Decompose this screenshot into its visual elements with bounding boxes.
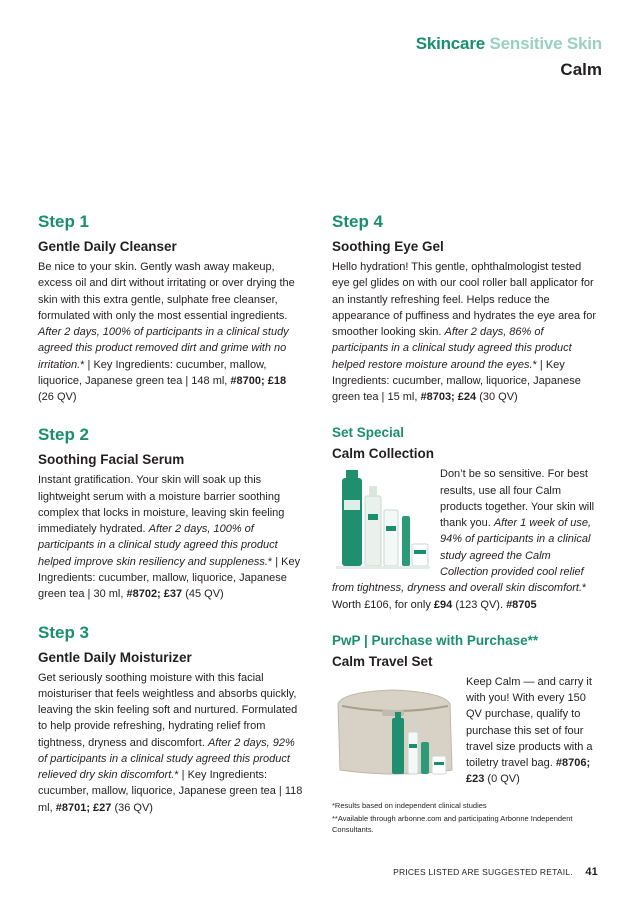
clinical-claim: After 2 days, 100% of participants in a clinical study agreed this product helped improve skin resiliency and suppleness. bbox=[38, 523, 278, 568]
step-2-block bbox=[38, 425, 303, 602]
right-column bbox=[332, 212, 597, 856]
calm-collection-products-image bbox=[332, 466, 434, 576]
calm-travel-set-title: Calm Travel Set bbox=[332, 653, 433, 669]
subcategory-label: Sensitive Skin bbox=[489, 34, 602, 53]
clinical-claim: After 2 days, 92% of participants in a clinical study agreed this product relieved dry skin discomfort. bbox=[38, 736, 295, 782]
code-price: #8703; £24 bbox=[420, 391, 477, 404]
code-price: #8700; £18 bbox=[230, 374, 287, 387]
step-1-description bbox=[38, 259, 303, 405]
qv-value: (0 QV) bbox=[484, 773, 520, 786]
page-header bbox=[416, 34, 602, 80]
pwp-block bbox=[332, 633, 597, 836]
desc-text: Keep Calm — and carry it with you! With every 150 QV purchase, qualify to purchase this set of four travel size products with a toiletry travel bag. bbox=[466, 675, 593, 770]
qv-value: (36 QV) bbox=[111, 801, 153, 814]
step-4-heading: Step 4 bbox=[332, 212, 384, 231]
qv-value: (30 QV) bbox=[476, 391, 518, 404]
step-3-description bbox=[38, 670, 303, 816]
calm-collection-title: Calm Collection bbox=[332, 446, 435, 462]
desc-text: Instant gratification. Your skin will soak up this lightweight serum with a moisture barrier soothing complex that locks in moisture, leaving skin feeling immediately hydrated. bbox=[38, 474, 285, 536]
footnote-clinical: *Results based on independent clinical studies bbox=[332, 800, 487, 810]
calm-travel-set-image bbox=[332, 674, 460, 786]
clinical-claim: After 1 week of use, 94% of participants in a clinical study agreed the Calm Collection provided cool relief from tightness, dryness and overall skin discomfort. bbox=[332, 517, 592, 595]
step-2-description bbox=[38, 472, 303, 602]
page-number: 41 bbox=[585, 866, 598, 878]
step-2-product-name: Soothing Facial Serum bbox=[38, 452, 185, 468]
step-1-block bbox=[38, 212, 303, 405]
ingredients-text: * | Key Ingredients: cucumber, mallow, liquorice, Japanese green tea | 15 ml, bbox=[332, 358, 581, 404]
set-special-label: Set Special bbox=[332, 425, 405, 441]
step-2-heading: Step 2 bbox=[38, 425, 90, 445]
footnote-availability: **Available through arbonne.com and participating Arbonne Independent Consultants. bbox=[332, 814, 573, 835]
qv-value: (26 QV) bbox=[38, 391, 77, 404]
code-price: #8706; £23 bbox=[466, 757, 591, 786]
clinical-claim: After 2 days, 86% of participants in a clinical study agreed this product helped restore moisture around the eyes. bbox=[332, 326, 572, 371]
desc-text: Don’t be so sensitive. For best results, use all four Calm products together. Your skin will thank you. bbox=[440, 468, 595, 530]
qv-value: (123 QV). bbox=[452, 598, 507, 611]
category-label: Skincare bbox=[415, 34, 485, 53]
desc-text: Be nice to your skin. Gently wash away makeup, excess oil and dirt without irritating or over drying the skin with this extra gentle, sulphate free cleanser, formulated with only the most essential ingredients. bbox=[38, 261, 295, 322]
step-1-heading: Step 1 bbox=[38, 212, 90, 231]
set-price: £94 bbox=[433, 598, 453, 611]
left-column bbox=[38, 212, 303, 836]
code-price: #8702; £37 bbox=[126, 588, 183, 601]
worth-text: * Worth £106, for only bbox=[332, 582, 587, 611]
footnotes bbox=[332, 800, 597, 836]
page-footer bbox=[393, 866, 598, 878]
ingredients-text: * | Key Ingredients: cucumber, mallow, liquorice, Japanese green tea | 30 ml, bbox=[38, 555, 301, 601]
step-3-block bbox=[38, 623, 303, 816]
qv-value: (45 QV) bbox=[182, 588, 224, 601]
clinical-claim: After 2 days, 100% of participants in a clinical study agreed this product removed dirt and grime with no irritation. bbox=[38, 326, 289, 371]
pwp-label: PwP | Purchase with Purchase** bbox=[332, 632, 539, 648]
step-4-block bbox=[332, 212, 597, 405]
step-3-product-name: Gentle Daily Moisturizer bbox=[38, 649, 192, 665]
desc-text: Get seriously soothing moisture with this facial moisturiser that feels weightless and absorbs quickly, leaving the skin feeling soft and nurtured. Formulated to help provide refreshing, hydrating relief from tightness, dryness and discomfort. bbox=[38, 671, 298, 749]
step-4-product-name: Soothing Eye Gel bbox=[332, 239, 444, 254]
set-special-block bbox=[332, 425, 597, 612]
code-price: #8701; £27 bbox=[55, 801, 112, 814]
step-4-description bbox=[332, 259, 597, 405]
prices-note: PRICES LISTED ARE SUGGESTED RETAIL. bbox=[393, 867, 573, 877]
ingredients-text: * | Key Ingredients: cucumber, mallow, liquorice, Japanese green tea | 148 ml, bbox=[38, 358, 267, 387]
desc-text: Hello hydration! This gentle, ophthalmologist tested eye gel glides on with our cool roller ball applicator for an instantly refreshing feel. Helps reduce the appearance of puffiness and hydrates the eye area for smoother looking skin. bbox=[332, 261, 596, 339]
ingredients-text: * | Key Ingredients: cucumber, mallow, liquorice, Japanese green tea | 118 ml, bbox=[38, 769, 303, 814]
step-1-product-name: Gentle Daily Cleanser bbox=[38, 239, 177, 254]
section-heading bbox=[416, 34, 602, 54]
step-3-heading: Step 3 bbox=[38, 622, 90, 642]
set-code: #8705 bbox=[506, 598, 537, 611]
collection-title: Calm bbox=[560, 60, 602, 79]
